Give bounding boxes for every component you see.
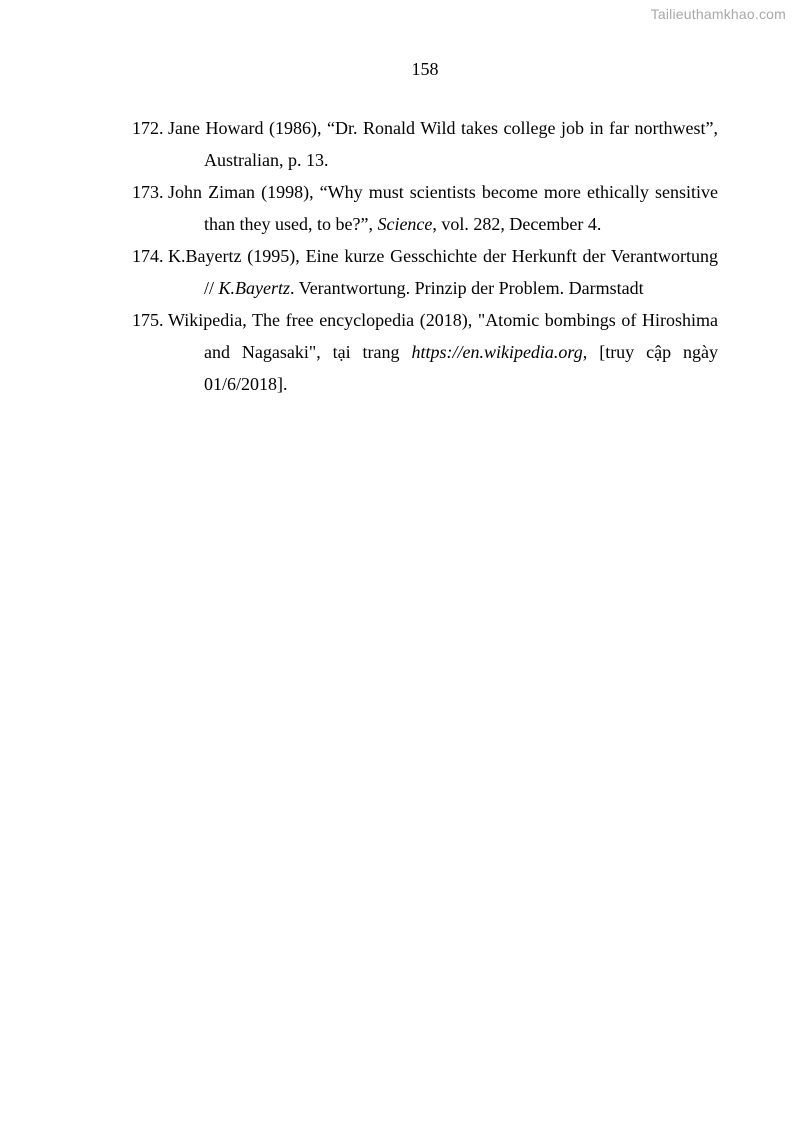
reference-item — [132, 176, 718, 240]
reference-text: K.Bayertz (1995), Eine kurze Gesschichte der Herkunft der Verantwortung // K.Bayertz. Verantwortung. Prinzip der Problem. Darmstadt — [168, 246, 718, 298]
reference-number: 174. — [132, 246, 164, 266]
reference-url[interactable]: https://en.wikipedia.org — [411, 342, 583, 362]
reference-number: 173. — [132, 182, 164, 202]
reference-text: Wikipedia, The free encyclopedia (2018), "Atomic bombings of Hiroshima and Nagasaki", tại trang https://en.wikipedia.org, [truy cập ngày 01/6/2018]. — [168, 310, 718, 394]
reference-number: 175. — [132, 310, 164, 330]
reference-list — [132, 112, 718, 400]
reference-number: 172. — [132, 118, 164, 138]
reference-item — [132, 240, 718, 304]
page-number: 158 — [411, 59, 439, 79]
reference-item — [132, 112, 718, 176]
watermark: Tailieuthamkhao.com — [650, 6, 786, 22]
journal-title: Science — [377, 214, 433, 234]
reference-text: John Ziman (1998), “Why must scientists become more ethically sensitive than they used, to be?”, Science, vol. 282, December 4. — [168, 182, 718, 234]
reference-text: Jane Howard (1986), “Dr. Ronald Wild takes college job in far northwest”, Australian, p. 13. — [168, 118, 718, 170]
author-name: K.Bayertz — [218, 278, 291, 298]
reference-item — [132, 304, 718, 400]
